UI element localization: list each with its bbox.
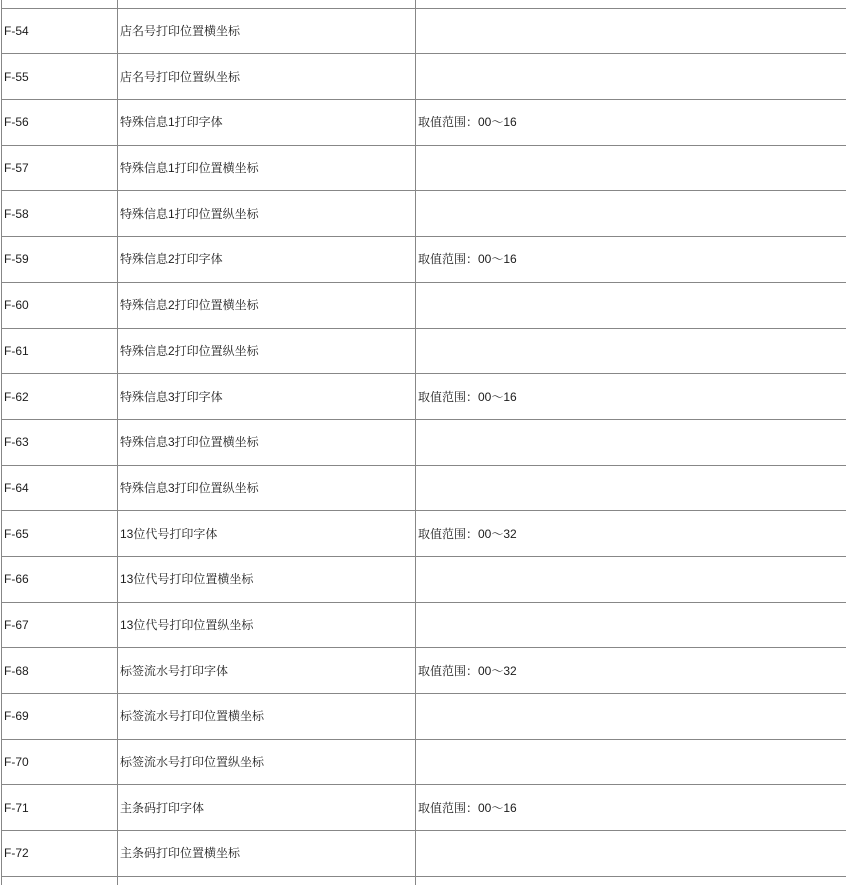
param-range-cell [416,328,846,374]
param-code-cell: F-63 [2,419,118,465]
param-range-cell [416,465,846,511]
param-range-cell [416,739,846,785]
table-row [2,8,846,54]
param-range-cell [416,419,846,465]
param-code-cell: F-68 [2,648,118,694]
param-range-cell [416,145,846,191]
parameter-table [1,0,846,885]
param-name-cell: 特殊信息2打印位置纵坐标 [118,328,416,374]
param-name-cell: 店名号打印位置横坐标 [118,8,416,54]
param-name-cell: 特殊信息3打印字体 [118,374,416,420]
param-range-cell: 取值范围：00～16 [416,785,846,831]
param-code-cell: F-64 [2,465,118,511]
param-name-cell: 主条码打印字体 [118,785,416,831]
param-range-cell [416,831,846,877]
param-code-cell: F-59 [2,237,118,283]
param-name-cell: 特殊信息1打印字体 [118,100,416,146]
param-range-cell [416,54,846,100]
table-row [2,556,846,602]
param-name-cell: 特殊信息1打印位置纵坐标 [118,191,416,237]
param-range-cell: 取值范围：00～32 [416,511,846,557]
param-code-cell [2,876,118,885]
param-code-cell: F-65 [2,511,118,557]
param-range-cell [416,556,846,602]
param-range-cell: 取值范围：00～16 [416,374,846,420]
param-range-cell [416,602,846,648]
param-name-cell [118,0,416,8]
table-row [2,831,846,877]
table-row [2,419,846,465]
param-range-cell [416,694,846,740]
param-code-cell: F-71 [2,785,118,831]
parameter-table-body [2,0,846,885]
table-row [2,191,846,237]
table-row [2,511,846,557]
partial-row-top [2,0,846,8]
table-row [2,602,846,648]
param-name-cell: 店名号打印位置纵坐标 [118,54,416,100]
table-row [2,374,846,420]
param-code-cell: F-57 [2,145,118,191]
table-row [2,465,846,511]
param-name-cell: 13位代号打印字体 [118,511,416,557]
param-code-cell: F-61 [2,328,118,374]
param-name-cell: 特殊信息2打印字体 [118,237,416,283]
param-name-cell: 特殊信息3打印位置横坐标 [118,419,416,465]
param-code-cell: F-55 [2,54,118,100]
param-code-cell: F-72 [2,831,118,877]
table-row [2,54,846,100]
param-name-cell: 主条码打印位置横坐标 [118,831,416,877]
param-name-cell: 标签流水号打印位置横坐标 [118,694,416,740]
param-range-cell [416,282,846,328]
param-code-cell: F-67 [2,602,118,648]
table-row [2,282,846,328]
param-range-cell [416,876,846,885]
param-code-cell: F-66 [2,556,118,602]
param-code-cell: F-70 [2,739,118,785]
table-row [2,237,846,283]
table-row [2,648,846,694]
param-range-cell [416,8,846,54]
param-range-cell: 取值范围：00～16 [416,100,846,146]
param-range-cell: 取值范围：00～16 [416,237,846,283]
param-code-cell: F-56 [2,100,118,146]
param-name-cell [118,876,416,885]
table-row [2,328,846,374]
param-code-cell [2,0,118,8]
param-range-cell: 取值范围：00～32 [416,648,846,694]
param-code-cell: F-69 [2,694,118,740]
param-code-cell: F-58 [2,191,118,237]
table-row [2,100,846,146]
param-name-cell: 特殊信息1打印位置横坐标 [118,145,416,191]
table-row [2,694,846,740]
table-row [2,145,846,191]
param-range-cell [416,191,846,237]
param-name-cell: 特殊信息2打印位置横坐标 [118,282,416,328]
table-row [2,785,846,831]
param-name-cell: 标签流水号打印字体 [118,648,416,694]
param-name-cell: 标签流水号打印位置纵坐标 [118,739,416,785]
table-row [2,739,846,785]
param-code-cell: F-62 [2,374,118,420]
param-code-cell: F-54 [2,8,118,54]
param-name-cell: 13位代号打印位置纵坐标 [118,602,416,648]
param-code-cell: F-60 [2,282,118,328]
param-range-cell [416,0,846,8]
partial-row-bottom [2,876,846,885]
param-name-cell: 特殊信息3打印位置纵坐标 [118,465,416,511]
param-name-cell: 13位代号打印位置横坐标 [118,556,416,602]
